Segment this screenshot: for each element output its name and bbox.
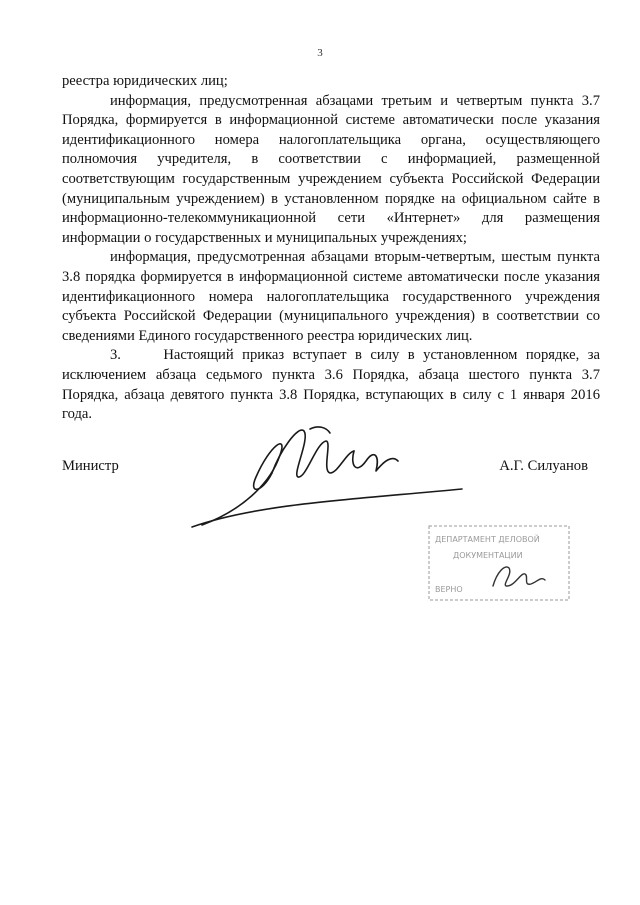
paragraph-4: 3. Настоящий приказ вступает в силу в установленном порядке, за исключением абзаца седьмого пункта 3.6 Порядка, абзаца шестого пункта 3.7 Порядка, абзаца девятого пункта 3.8 Порядка, вступающих в силу с 1 января 2016 года. (62, 347, 600, 423)
verification-stamp (425, 520, 575, 605)
paragraph-1: реестра юридических лиц; (62, 73, 228, 89)
document-body (62, 72, 600, 425)
stamp-line-2: ДОКУМЕНТАЦИИ (453, 551, 523, 560)
handwritten-signature (180, 415, 470, 535)
signer-name: А.Г. Силуанов (499, 458, 588, 474)
stamp-line-1: ДЕПАРТАМЕНТ ДЕЛОВОЙ (435, 535, 540, 544)
stamp-initials (493, 567, 545, 586)
stamp-line-3: ВЕРНО (435, 585, 463, 594)
paragraph-3: информация, предусмотренная абзацами вторым-четвертым, шестым пункта 3.8 порядка формируется в информационной системе автоматически после указания идентификационного номера налогоплательщика государственного учреждения субъекта Российской Федерации (муниципального учреждения) в соответствии со сведениями Единого государственного реестра юридических лиц. (62, 249, 600, 344)
paragraph-2: информация, предусмотренная абзацами третьим и четвертым пункта 3.7 Порядка, формируется в информационной системе автоматически после указания идентификационного номера налогоплательщика органа, осуществляющего полномочия учредителя, в соответствии с информацией, размещенной соответствующим государственным учреждением субъекта Российской Федерации (муниципальным учреждением) в установленном порядке на официальном сайте в информационно-телекоммуникационной сети «Интернет» для размещения информации о государственных и муниципальных учреждениях; (62, 92, 600, 246)
signer-position: Министр (62, 458, 119, 474)
page-number: 3 (317, 47, 323, 59)
